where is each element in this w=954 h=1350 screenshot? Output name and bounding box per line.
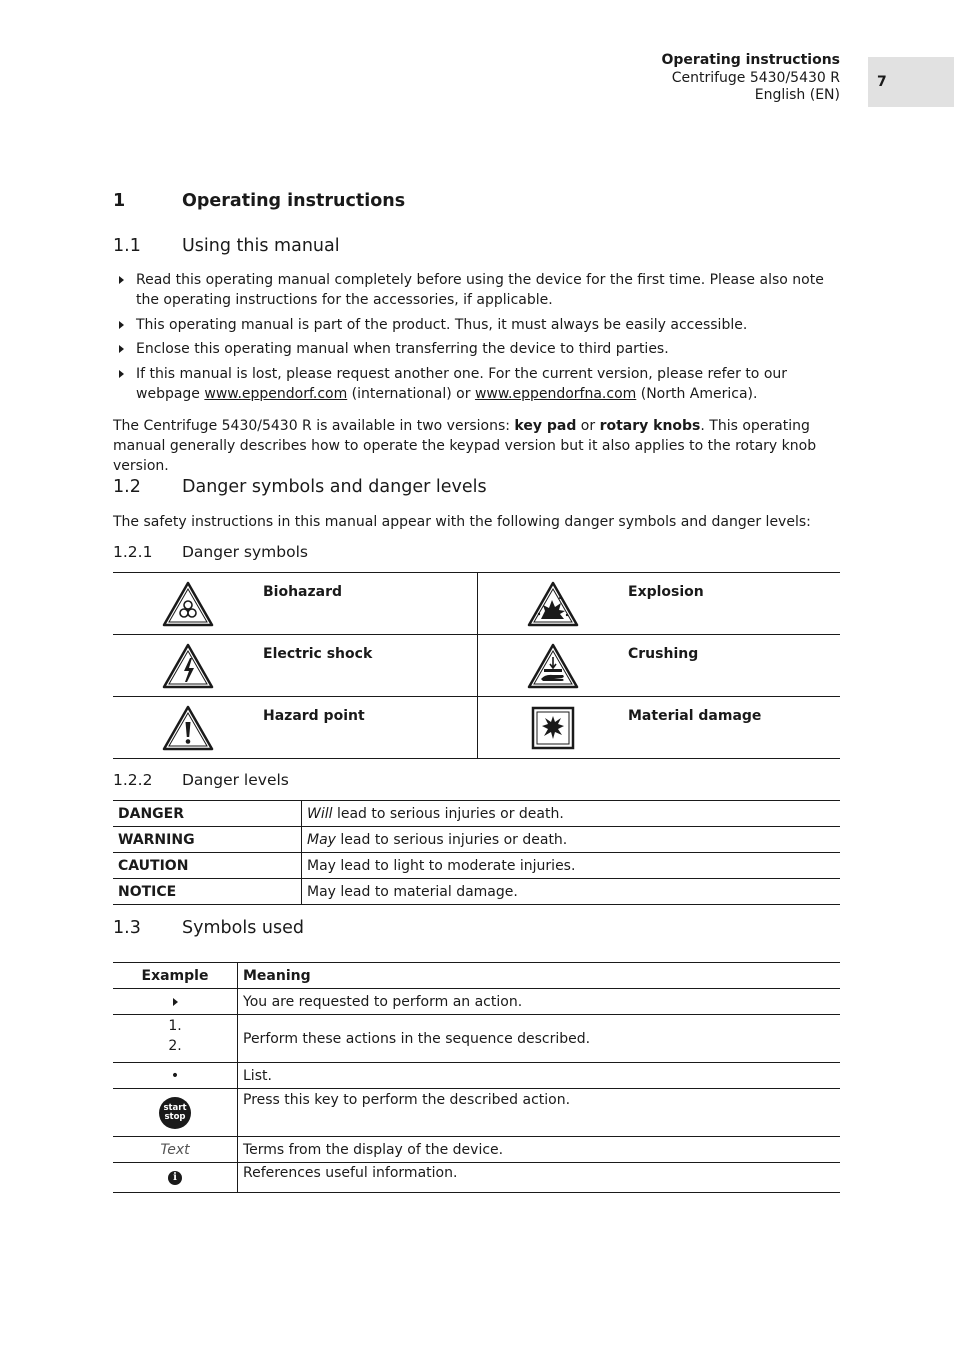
symbol-label: Material damage (628, 708, 762, 724)
electric-shock-icon (113, 635, 263, 696)
symbols-used-table (113, 962, 840, 1193)
table-row (113, 573, 840, 635)
example-cell: Text (113, 1137, 238, 1163)
list-item (113, 364, 843, 404)
example-cell: • (113, 1063, 238, 1089)
level-description (302, 801, 841, 827)
danger-symbols-table (113, 572, 840, 759)
list-item-text: Enclose this operating manual when transferring the device to third parties. (136, 341, 669, 357)
danger-intro-paragraph: The safety instructions in this manual appear with the following danger symbols and danger levels: (113, 514, 811, 530)
meaning-cell: Press this key to perform the described action. (238, 1089, 841, 1137)
start-stop-key-icon (159, 1097, 191, 1129)
heading-section-1-2-1 (113, 543, 308, 561)
symbol-label: Biohazard (263, 584, 343, 600)
explosion-icon (478, 573, 628, 634)
instruction-list (113, 270, 843, 408)
level-description (302, 853, 841, 879)
table-cell (478, 697, 841, 759)
symbol-label: Explosion (628, 584, 704, 600)
table-row (113, 1015, 840, 1063)
column-header-example: Example (113, 963, 238, 989)
key-label-stop: stop (164, 1111, 186, 1122)
table-header-row (113, 963, 840, 989)
table-cell (478, 635, 841, 697)
heading-number: 1.2.1 (113, 543, 153, 561)
text: May lead to material damage. (307, 883, 518, 900)
heading-number: 1.1 (113, 236, 141, 256)
heading-number: 1.2 (113, 477, 141, 497)
level-description (302, 879, 841, 905)
level-name: WARNING (113, 827, 302, 853)
symbol-label: Crushing (628, 646, 699, 662)
list-item (113, 270, 843, 310)
table-row (113, 635, 840, 697)
text: lead to serious injuries or death. (335, 831, 568, 848)
level-name: DANGER (113, 801, 302, 827)
list-item-text: This operating manual is part of the product. Thus, it must always be easily accessible. (136, 316, 748, 333)
text: May lead to light to moderate injuries. (307, 857, 576, 874)
heading-title: Operating instructions (182, 191, 406, 211)
table-row (113, 879, 840, 905)
page-number-tab (868, 57, 954, 107)
page-number: 7 (877, 74, 887, 90)
versions-paragraph (113, 416, 843, 476)
heading-title: Danger levels (182, 771, 289, 789)
table-cell (113, 697, 478, 759)
action-arrow-icon (173, 998, 178, 1006)
header-subtitle: Centrifuge 5430/5430 R (671, 69, 840, 86)
header-language: English (EN) (754, 87, 840, 103)
list-item-text: (international) or (347, 385, 475, 402)
example-cell (113, 1015, 238, 1063)
eppendorfna-link[interactable]: www.eppendorfna.com (474, 385, 637, 402)
table-row (113, 1063, 840, 1089)
heading-title: Symbols used (182, 918, 304, 938)
heading-number: 1.3 (113, 918, 141, 938)
step-number: 2. (168, 1038, 182, 1054)
table-cell (113, 635, 478, 697)
table-row (113, 1089, 840, 1137)
heading-section-1-2 (113, 477, 487, 497)
text: lead to serious injuries or death. (332, 805, 564, 822)
heading-number: 1.2.2 (113, 771, 153, 789)
crushing-icon (478, 635, 628, 696)
biohazard-icon (113, 573, 263, 634)
symbol-label: Electric shock (263, 646, 373, 662)
info-icon: i (168, 1171, 182, 1185)
action-arrow-icon (119, 345, 124, 353)
meaning-cell: List. (238, 1063, 841, 1089)
example-cell (113, 989, 238, 1015)
step-number: 1. (168, 1018, 182, 1034)
list-item-text: If this manual is lost, please request another one. For the current version, please refer to our webpage (136, 365, 788, 402)
heading-section-1 (113, 191, 405, 211)
table-row (113, 853, 840, 879)
action-arrow-icon (119, 370, 124, 378)
heading-number: 1 (113, 191, 126, 211)
heading-section-1-3 (113, 918, 304, 938)
emphasis: May (307, 831, 336, 848)
meaning-cell: You are requested to perform an action. (238, 989, 841, 1015)
example-cell (113, 1089, 238, 1137)
table-cell (113, 573, 478, 635)
action-arrow-icon (119, 276, 124, 284)
example-cell (113, 1163, 238, 1193)
text: . This operating manual generally describes how to operate the keypad version but it also applies to the rotary knob version. (113, 418, 817, 474)
material-damage-icon (478, 697, 628, 758)
table-row (113, 697, 840, 759)
symbol-label: Hazard point (263, 708, 365, 724)
table-row (113, 1163, 840, 1193)
version-keypad: key pad (514, 418, 577, 434)
emphasis: Will (307, 805, 333, 822)
header-title: Operating instructions (661, 52, 840, 68)
danger-levels-table (113, 800, 840, 905)
heading-title: Using this manual (182, 236, 340, 256)
meaning-cell: Perform these actions in the sequence described. (238, 1015, 841, 1063)
heading-title: Danger symbols (182, 543, 308, 561)
table-row (113, 827, 840, 853)
heading-title: Danger symbols and danger levels (182, 477, 487, 497)
table-row (113, 801, 840, 827)
version-rotary-knobs: rotary knobs (599, 418, 701, 434)
running-header (662, 52, 841, 105)
table-cell (478, 573, 841, 635)
meaning-cell: Terms from the display of the device. (238, 1137, 841, 1163)
list-item (113, 339, 843, 359)
list-item-text: Read this operating manual completely before using the device for the first time. Please also note the operating instructions for the accessories, if applicable. (136, 272, 824, 308)
list-item-text: (North America). (636, 385, 758, 402)
eppendorf-link[interactable]: www.eppendorf.com (204, 385, 348, 402)
column-header-meaning: Meaning (238, 963, 841, 989)
heading-section-1-1 (113, 236, 340, 256)
level-name: CAUTION (113, 853, 302, 879)
text: The Centrifuge 5430/5430 R is available in two versions: (113, 418, 515, 434)
list-item (113, 315, 843, 335)
key-label-start: start (163, 1102, 187, 1113)
action-arrow-icon (119, 321, 124, 329)
meaning-cell: References useful information. (238, 1163, 841, 1193)
table-row (113, 989, 840, 1015)
level-name: NOTICE (113, 879, 302, 905)
table-row (113, 1137, 840, 1163)
heading-section-1-2-2 (113, 771, 289, 789)
hazard-point-icon (113, 697, 263, 758)
text: or (576, 418, 600, 434)
level-description (302, 827, 841, 853)
